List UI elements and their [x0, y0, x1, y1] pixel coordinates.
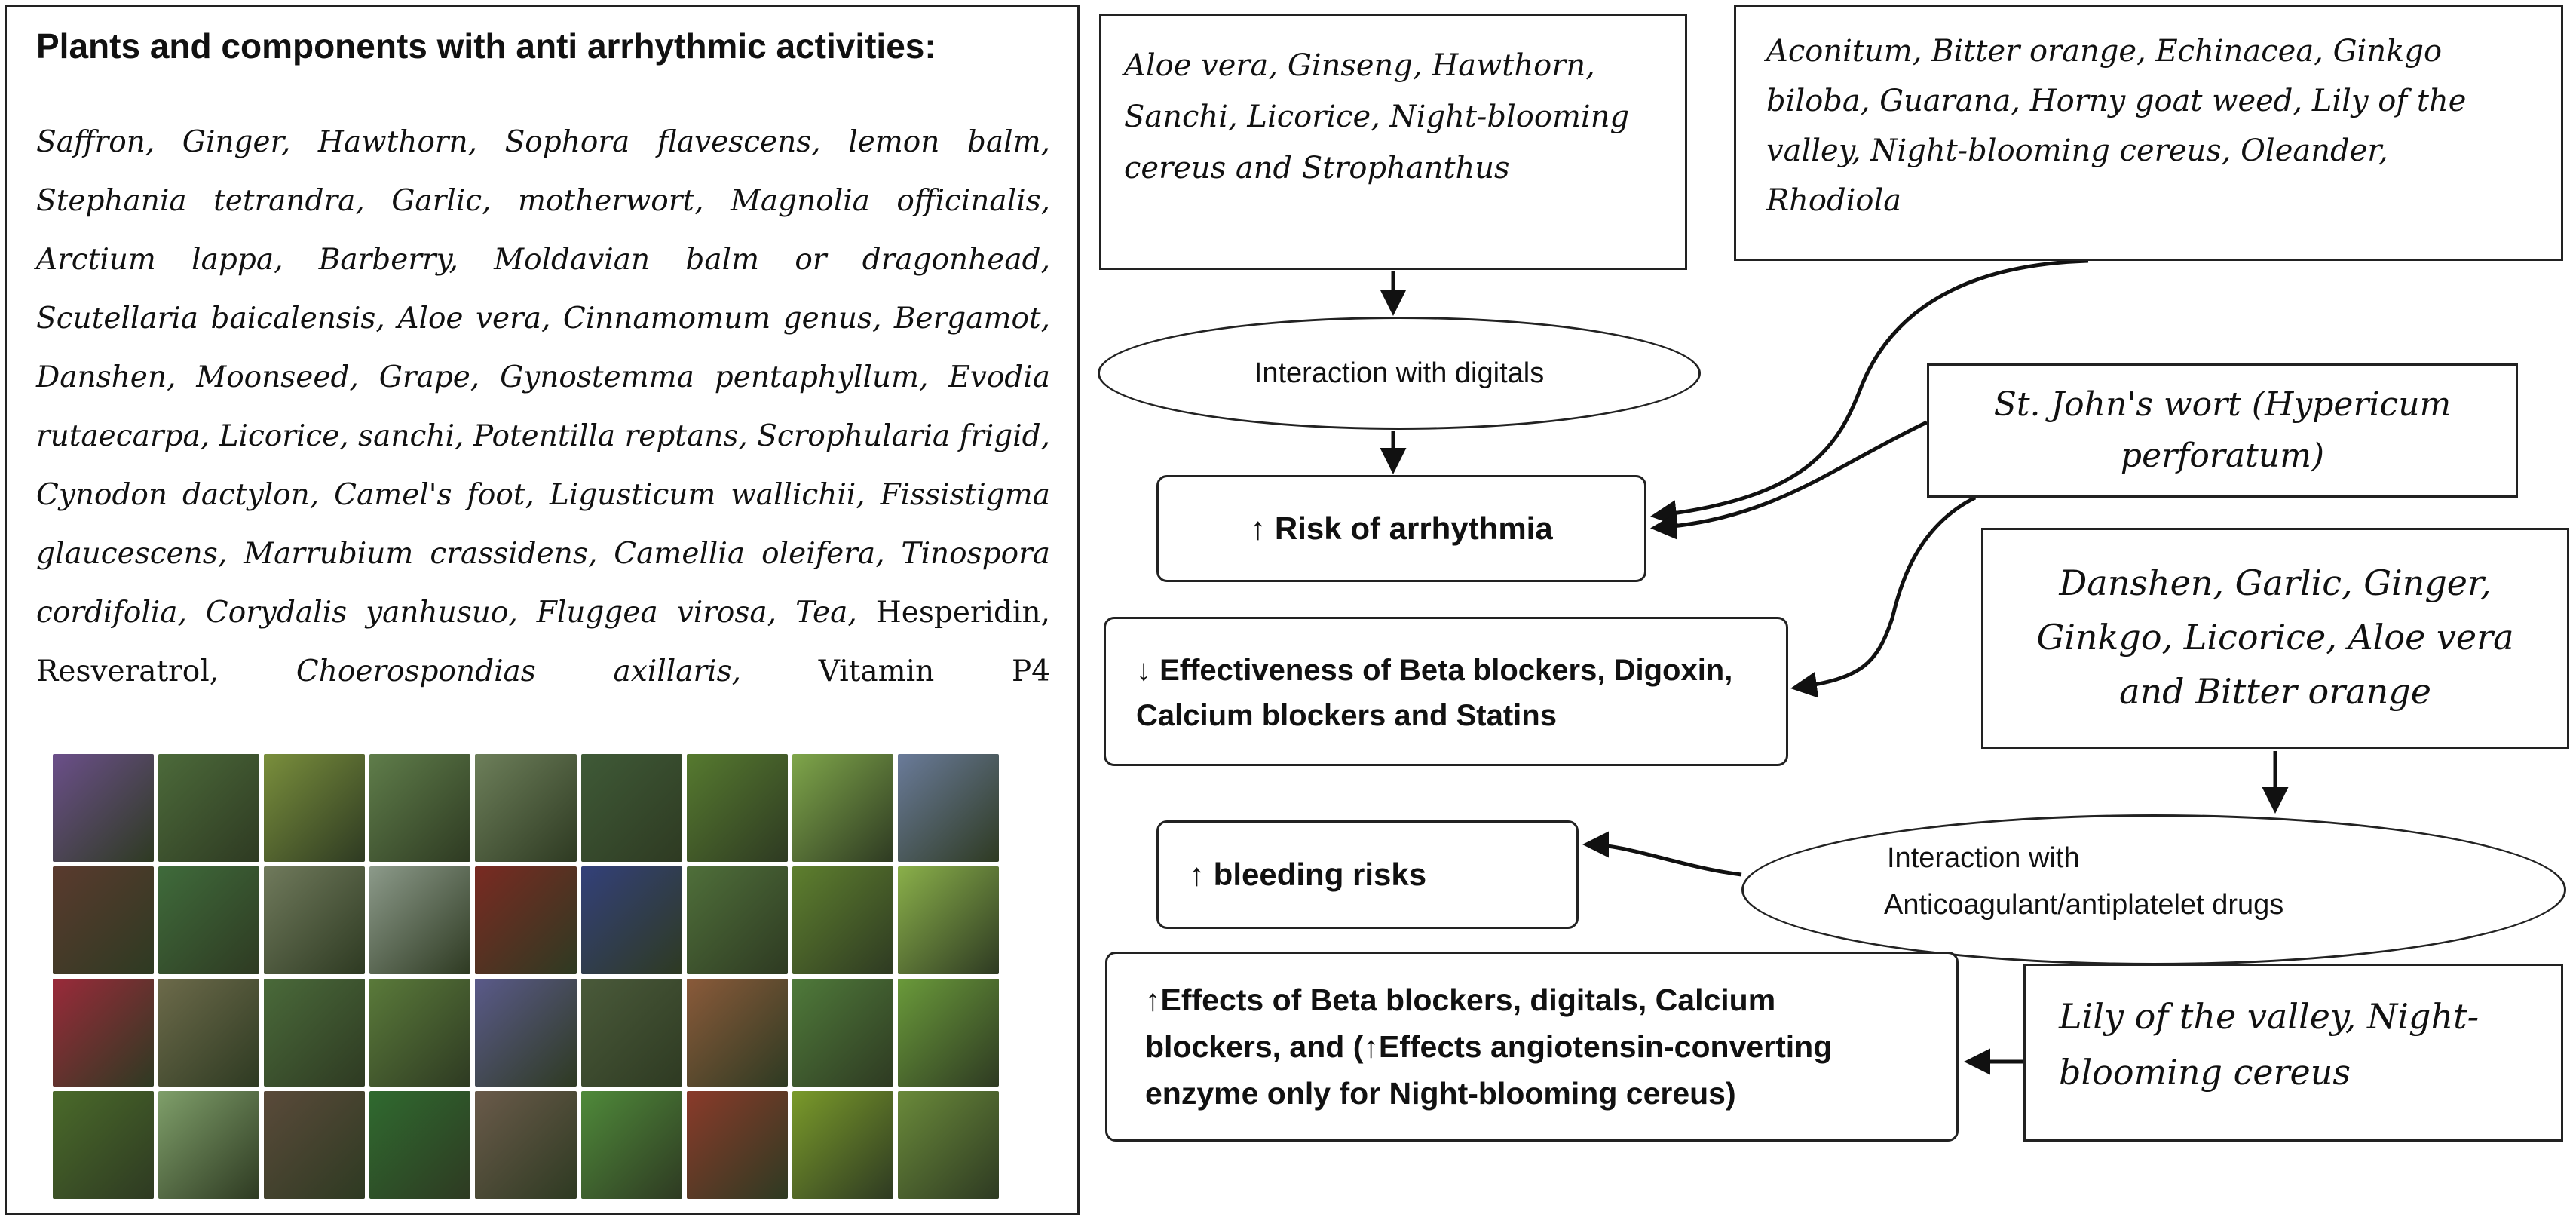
interaction-digitals-ellipse: Interaction with digitals — [1098, 317, 1701, 430]
interaction-anticoagulant-ellipse — [1741, 814, 2566, 965]
arrow-stjohns-to-effectiveness — [1796, 498, 1975, 688]
lily-cereus-box: Lily of the valley, Night-blooming cereus — [2023, 964, 2563, 1142]
bleeding-risks-box: ↑ bleeding risks — [1156, 820, 1579, 929]
increased-effects-box: ↑Effects of Beta blockers, digitals, Calcium blockers, and (↑Effects angiotensin-converting enzyme only for Night-blooming cereus) — [1105, 952, 1959, 1142]
compound-names-2: Choerospondias axillaris, — [296, 654, 741, 688]
anticoag-line-1: Interaction with — [1887, 842, 2080, 874]
reduced-effectiveness-box: ↓ Effectiveness of Beta blockers, Digoxin, Calcium blockers and Statins — [1104, 617, 1788, 766]
digitalis-interaction-plants-box: Aloe vera, Ginseng, Hawthorn, Sanchi, Licorice, Night-blooming cereus and Strophanthus — [1099, 14, 1687, 270]
arrhythmia-risk-plants-box: Aconitum, Bitter orange, Echinacea, Ginkgo biloba, Guarana, Horny goat weed, Lily of the valley, Night-blooming cereus, Oleander, Rhodiola — [1734, 5, 2563, 261]
st-johns-wort-box: St. John's wort (Hypericum perforatum) — [1927, 363, 2518, 498]
plant-names: Saffron, Ginger, Hawthorn, Sophora flavescens, lemon balm, Stephania tetrandra, Garlic, motherwort, Magnolia officinalis, Arctium lappa, Barberry, Moldavian balm or dragonhead, Scutellaria baicalensis, Aloe vera, Cinnamomum genus, Bergamot, Danshen, Moonseed, Grape, Gynostemma pentaphyllum, Evodia rutaecarpa, Licorice, sanchi, Potentilla reptans, Scrophularia frigid, Cynodon dactylon, Camel's foot, Ligusticum wallichii, Fissistigma glaucescens, Marrubium crassidens, Camellia oleifera, Tinospora cordifolia, Corydalis yanhusuo, Fluggea virosa, Tea, — [36, 125, 1050, 630]
compound-names-3: Vitamin P4 — [818, 654, 1050, 688]
arrow-stjohns-to-risk — [1656, 422, 1927, 528]
compound-names-1: Hesperidin, Resveratrol, — [36, 596, 1050, 688]
bleeding-risk-plants-box: Danshen, Garlic, Ginger, Ginkgo, Licorice, Aloe vera and Bitter orange — [1981, 528, 2569, 749]
risk-arrhythmia-box: ↑ Risk of arrhythmia — [1156, 475, 1646, 582]
panel-title: Plants and components with anti arrhythmic activities: — [36, 26, 936, 66]
arrow-interaction-to-bleeding — [1588, 844, 1741, 875]
anticoag-line-2: Anticoagulant/antiplatelet drugs — [1884, 889, 2284, 921]
